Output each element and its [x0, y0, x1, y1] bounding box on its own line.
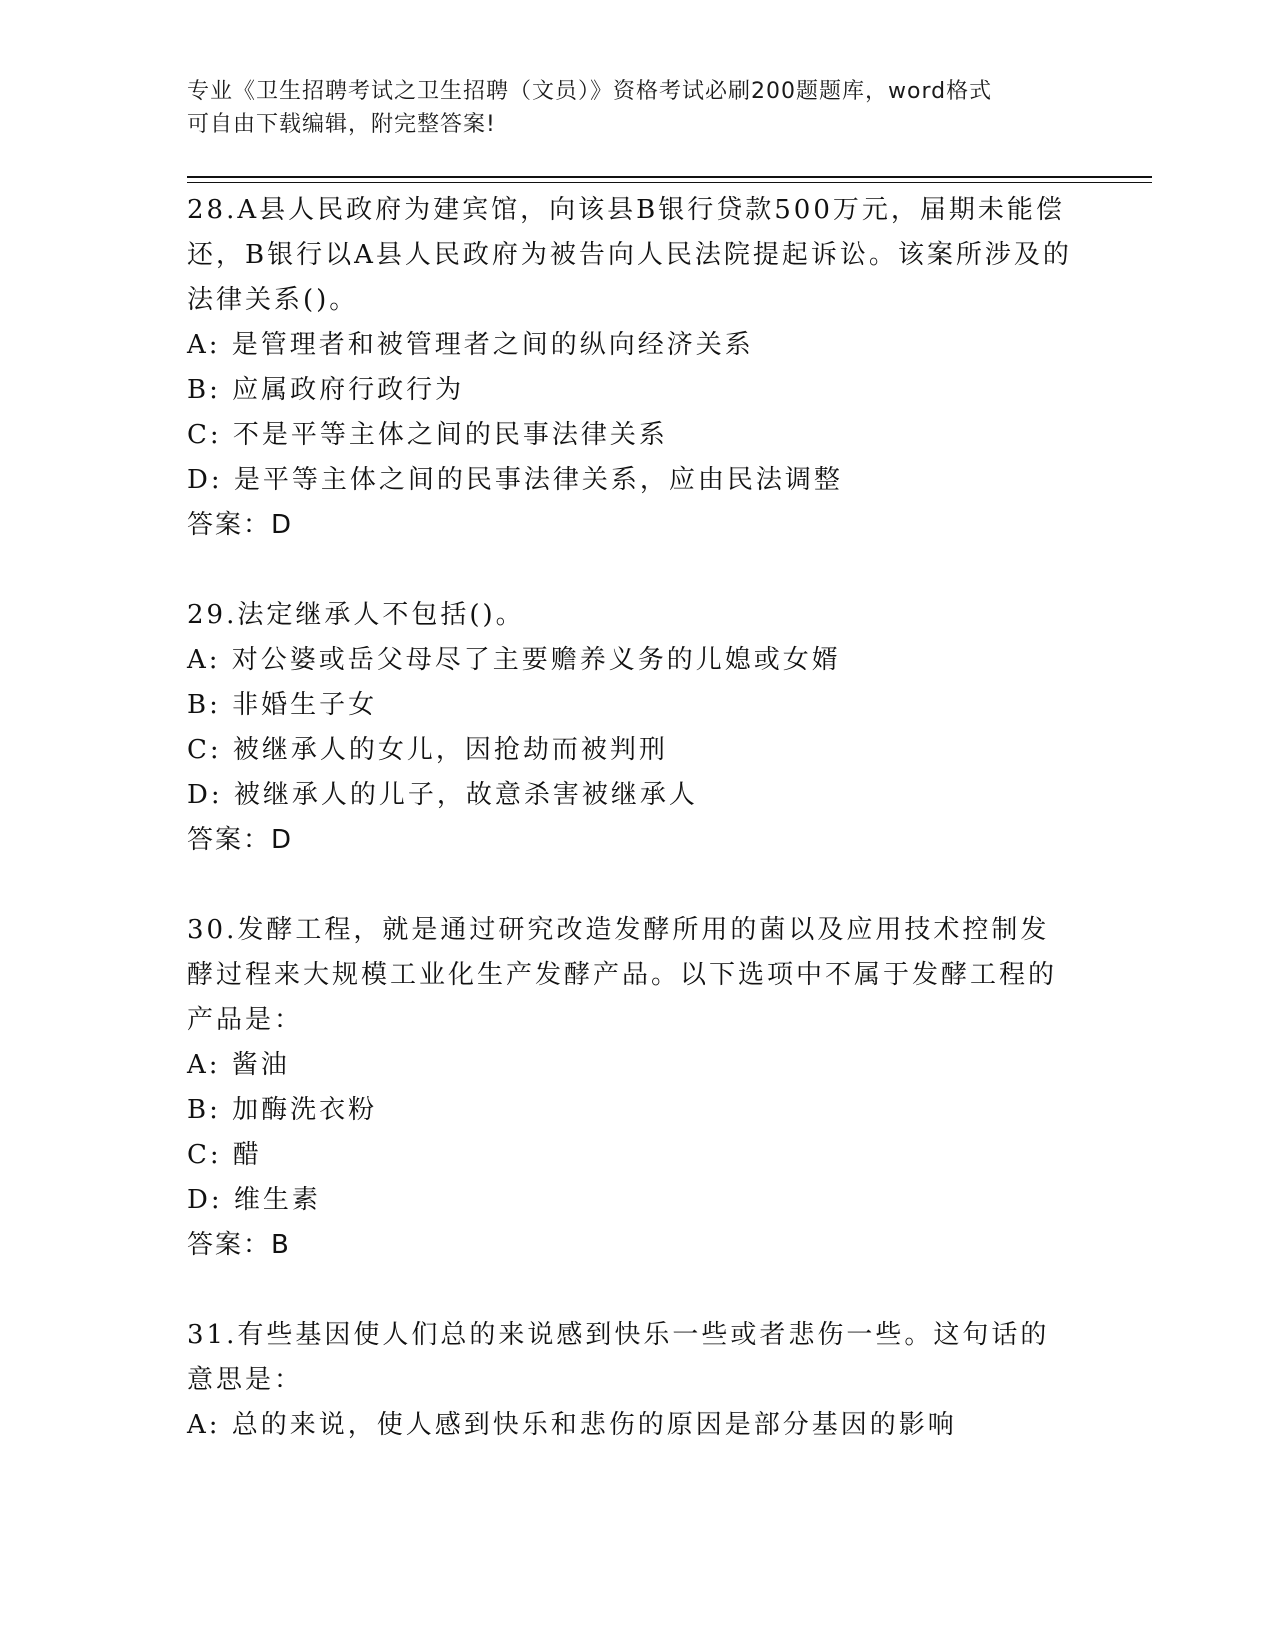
option-c: C: 被继承人的女儿，因抢劫而被判刑: [187, 735, 668, 765]
spacer: [187, 1268, 1077, 1313]
option-d: D: 被继承人的儿子，故意杀害被继承人: [187, 780, 698, 810]
question-28: [187, 188, 1077, 548]
question-stem: 28.A县人民政府为建宾馆，向该县B银行贷款500万元，届期未能偿还，B银行以A县人民政府为被告向人民法院提起诉讼。该案所涉及的法律关系()。: [187, 195, 1072, 315]
option-a: A: 是管理者和被管理者之间的纵向经济关系: [187, 330, 754, 360]
header-line-1: 专业《卫生招聘考试之卫生招聘（文员）》资格考试必刷200题题库，word格式: [187, 79, 993, 104]
question-30: [187, 908, 1077, 1268]
option-c: C: 醋: [187, 1140, 262, 1170]
option-d: D: 维生素: [187, 1185, 321, 1215]
question-stem: 30.发酵工程，就是通过研究改造发酵所用的菌以及应用技术控制发酵过程来大规模工业化生产发酵产品。以下选项中不属于发酵工程的产品是：: [187, 915, 1058, 1035]
option-b: B: 应属政府行政行为: [187, 375, 465, 405]
header-divider-thin: [187, 182, 1152, 183]
question-stem: 31.有些基因使人们总的来说感到快乐一些或者悲伤一些。这句话的意思是：: [187, 1320, 1050, 1395]
question-list: [187, 188, 1077, 1448]
answer-line: 答案：D: [187, 510, 294, 540]
option-b: B: 非婚生子女: [187, 690, 378, 720]
question-stem: 29.法定继承人不包括()。: [187, 600, 525, 630]
question-29: [187, 593, 1077, 863]
option-a: A: 酱油: [187, 1050, 290, 1080]
question-31: [187, 1313, 1077, 1448]
header-line-2: 可自由下载编辑，附完整答案!: [187, 112, 496, 137]
option-b: B: 加酶洗衣粉: [187, 1095, 378, 1125]
header-divider-thick: [187, 176, 1152, 178]
option-a: A: 对公婆或岳父母尽了主要赡养义务的儿媳或女婿: [187, 645, 841, 675]
option-d: D: 是平等主体之间的民事法律关系，应由民法调整: [187, 465, 843, 495]
option-c: C: 不是平等主体之间的民事法律关系: [187, 420, 668, 450]
answer-line: 答案：B: [187, 1230, 291, 1260]
spacer: [187, 863, 1077, 908]
option-a: A: 总的来说，使人感到快乐和悲伤的原因是部分基因的影响: [187, 1410, 957, 1440]
spacer: [187, 548, 1077, 593]
answer-line: 答案：D: [187, 825, 294, 855]
document-header: [187, 75, 1087, 141]
